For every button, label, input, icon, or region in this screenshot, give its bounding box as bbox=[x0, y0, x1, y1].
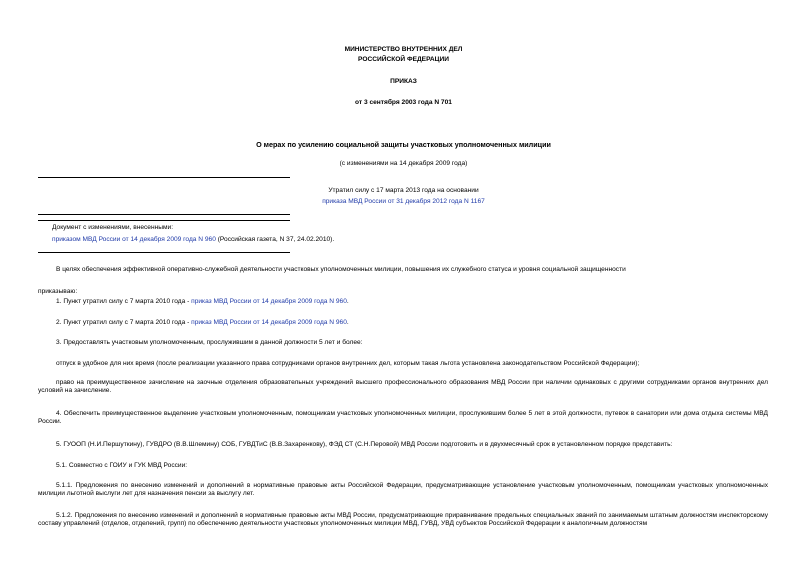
amend-link[interactable]: приказом МВД России от 14 декабря 2009 года N 960 bbox=[52, 236, 216, 243]
paragraph-1-text: 1. Пункт утратил силу с 7 марта 2010 года - bbox=[56, 298, 192, 305]
status-text: Утратил силу с 17 марта 2013 года на основании bbox=[328, 187, 479, 194]
amendments-note: (с изменениями на 14 декабря 2009 года) bbox=[339, 160, 468, 167]
paragraph-3b: право на преимущественное зачисление на заочные отделения образовательных учреждений высшего профессионального образования МВД России при наличии одинаковых с другими сотрудниками органов внутренних дел условий на зачисление. bbox=[38, 379, 768, 394]
paragraph-5-1-1: 5.1.1. Предложения по внесению изменений и дополнений в нормативные правовые акты Российской Федерации, предусматривающие установление участковым уполномоченным, помощникам участковых уполномоченных милиции льготной выслуги лет для назначения пенсии за выслугу лет. bbox=[38, 482, 768, 497]
document-title: О мерах по усилению социальной защиты участковых уполномоченных милиции bbox=[256, 140, 551, 149]
separator-line bbox=[38, 220, 290, 221]
document-date-number: от 3 сентября 2003 года N 701 bbox=[355, 99, 452, 106]
paragraph-3: 3. Предоставлять участковым уполномоченным, прослужившим в данной должности 5 лет и более: bbox=[56, 339, 363, 346]
paragraph-5: 5. ГУООП (Н.И.Першуткину), ГУВДРО (В.В.Шлемину) СОБ, ГУВДТиС (В.В.Захаренкову), ФЭД СТ (С.Н.Перовой) МВД России подготовить и в двухмесячный срок в установленном порядке представить: bbox=[56, 441, 673, 448]
paragraph-5-1: 5.1. Совместно с ГОИУ и ГУК МВД России: bbox=[56, 462, 188, 469]
paragraph-3a: отпуск в удобное для них время (после реализации указанного права сотрудниками органов внутренних дел, которым такая льгота установлена законодательством Российской Федерации); bbox=[56, 360, 640, 367]
separator-line bbox=[38, 177, 290, 178]
amend-line bbox=[52, 236, 772, 244]
amend-source: (Российская газета, N 37, 24.02.2010). bbox=[215, 236, 335, 243]
paragraph-5-1-2: 5.1.2. Предложения по внесению изменений и дополнений в нормативные правовые акты МВД России, предусматривающие приравнивание предельных специальных званий по занимаемым штатным должностям инспекторскому составу управлений (отделов, отделений, групп) по обеспечению деятельности участковых уполномоченных милиции МВД, ГУВД, УВД субъектов Российской Федерации к аналогичным должностям bbox=[38, 512, 768, 527]
separator-line bbox=[38, 214, 290, 215]
ministry-line-1: МИНИСТЕРСТВО ВНУТРЕННИХ ДЕЛ bbox=[344, 46, 463, 53]
amend-label: Документ с изменениями, внесенными: bbox=[52, 224, 174, 231]
paragraph-2-text: 2. Пункт утратил силу с 7 марта 2010 года - bbox=[56, 319, 192, 326]
paragraph-1-link[interactable]: приказ МВД России от 14 декабря 2009 года N 960 bbox=[191, 298, 347, 305]
ministry-line-2: РОССИЙСКОЙ ФЕДЕРАЦИИ bbox=[358, 56, 449, 63]
paragraph-2-link[interactable]: приказ МВД России от 14 декабря 2009 года N 960 bbox=[191, 319, 347, 326]
order-word: приказываю: bbox=[38, 288, 78, 295]
paragraph-1 bbox=[38, 298, 768, 306]
document-type: ПРИКАЗ bbox=[390, 78, 417, 85]
paragraph-2-end: . bbox=[346, 319, 349, 326]
status-link[interactable]: приказа МВД России от 31 декабря 2012 года N 1167 bbox=[322, 198, 485, 205]
paragraph-1-end: . bbox=[346, 298, 349, 305]
paragraph-4: 4. Обеспечить преимущественное выделение участковым уполномоченным, помощникам участковых уполномоченных милиции, прослужившим более 5 лет в этой должности, путевок в санатории или дома отдыха системы МВД России. bbox=[38, 410, 768, 425]
preamble: В целях обеспечения эффективной оперативно-служебной деятельности участковых уполномоченных милиции, повышения их служебного статуса и уровня социальной защищенности bbox=[56, 266, 626, 273]
paragraph-2 bbox=[38, 319, 768, 327]
separator-line bbox=[38, 252, 290, 253]
